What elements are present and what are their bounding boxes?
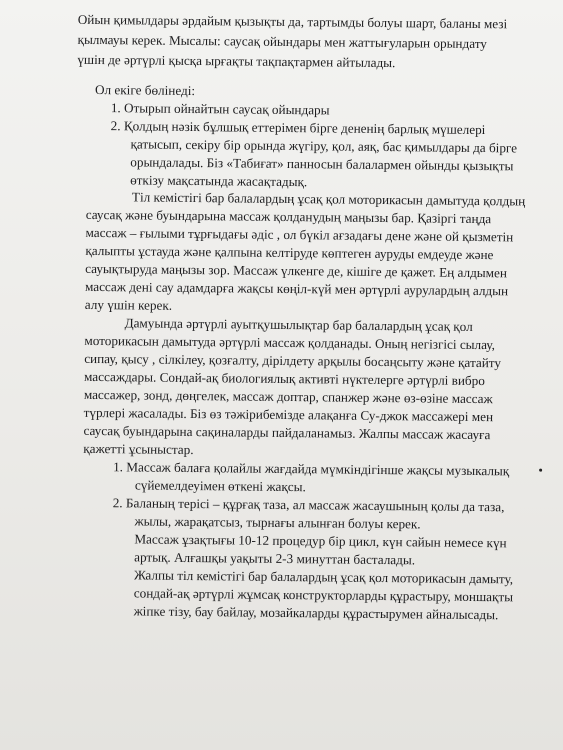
text-line: түрлері жасалады. Біз өз тәжірибемізде алақанға Су-джок массажері мен: [83, 404, 494, 425]
list-item-continuation: жылы, жарақатсыз, тырнағы алынған болуы керек.: [134, 513, 421, 532]
text-line: массаждары. Сондай-ақ биологиялық активті нүктелерге әртүрлі вибро: [83, 368, 485, 389]
list-item: 1. Отырып ойнайтын саусақ ойындары: [110, 100, 330, 118]
text-line: жіпке тізу, бау байлау, мозайкаларды құрастырумен айналысады.: [133, 603, 499, 623]
list-item-continuation: өткізу мақсатында жасақтадық.: [130, 172, 308, 190]
text-line: артық. Алғашқы уақыты 2-3 минуттан басталады.: [134, 549, 416, 568]
list-item: 2. Қолдың нәзік бұлшық еттерімен бірге дененің барлық мүшелері: [110, 118, 486, 138]
ink-speck: [539, 469, 542, 472]
text-line: Ойын қимылдары әрдайым қызықты да, тартымды болуы шарт, баланы мезі: [77, 11, 508, 32]
list-item-continuation: сүйемелдеуімен өткені жақсы.: [134, 477, 306, 495]
paragraph-start: Дамуында әртүрлі ауытқушылықтар бар балалардың ұсақ қол: [124, 315, 473, 334]
text-line: Массаж ұзақтығы 10-12 процедур бір цикл, күн сайын немесе күн: [134, 531, 507, 551]
text-line: Жалпы тіл кемістігі бар балалардың ұсақ қол моторикасын дамыту,: [133, 567, 514, 587]
text-line: массаж дені сау адамдарға жақсы көңіл-күй мен әртүрлі аурулардың алдын: [84, 278, 509, 299]
text-line: массаж – ғылыми тұрғыдағы әдіс , ол бүкіл ағзадағы дене және ой қызметін: [85, 224, 514, 245]
text-line: үшін де әртүрлі қысқа ырғақты тақпақтармен айтылады.: [77, 51, 396, 71]
section-heading: Ол екіге бөлінеді:: [94, 82, 196, 99]
list-item-continuation: қатысып, секіру бір орында жүгіру, қол, аяқ, бас қимылдары да бірге: [130, 136, 518, 156]
list-item: 1. Массаж балаға қолайлы жағдайда мүмкіндігінше жақсы музыкалық: [113, 459, 510, 479]
text-line: массажер, зонд, дөңгелек, массаж доптар, спанжер және өз-өзіне массаж: [83, 386, 493, 407]
list-item-continuation: орындалады. Біз «Табиғат» панносын балалармен ойынды қызықты: [130, 154, 514, 174]
text-line: сипау, қысу , сілкілеу, қозғалту, дірілдету арқылы босаңсыту және қатайту: [84, 350, 502, 371]
text-line: саусақ буындарына сақиналарды пайдаланамыз. Жалпы массаж жасауға: [83, 422, 491, 443]
text-line: қажетті ұсыныстар.: [83, 440, 194, 458]
list-item: 2. Баланың терісі – құрғақ таза, ал массаж жасаушының қолы да таза,: [112, 495, 505, 515]
text-line: қалыпты ұстауда және қалпына келтіруде көптеген ауруды емдеуде және: [85, 242, 494, 263]
text-line: сауықтыруда маңызы зор. Массаж үлкенге де, кішіге де қажет. Ең алдымен: [85, 260, 508, 281]
text-line: моторикасын дамытуда әртүрлі массаж қолданады. Оның негізгісі сылау,: [84, 332, 496, 353]
paragraph-start: Тіл кемістігі бар балалардың ұсақ қол моторикасын дамытуда қолдың: [131, 189, 526, 209]
text-line: алу үшін керек.: [84, 296, 173, 313]
text-line: сондай-ақ әртүрлі жұмсақ конструкторларды құрастыру, моншақты: [133, 585, 514, 605]
text-line: қылмауы керек. Мысалы: саусақ ойындары мен жаттығуларын орындату: [77, 31, 488, 52]
text-line: саусақ және буындарына массаж қолданудың маңызы бар. Қазіргі таңда: [85, 206, 492, 227]
